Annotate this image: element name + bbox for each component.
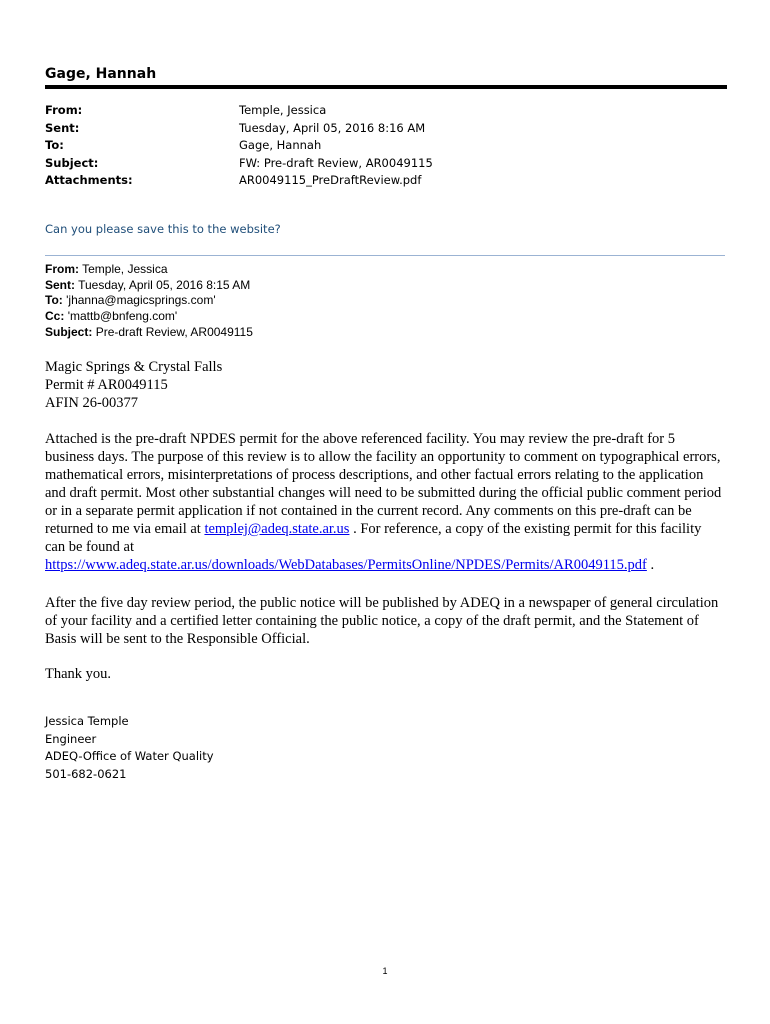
fwd-cc-value: 'mattb@bnfeng.com' [67,309,178,324]
afin-number: AFIN 26-00377 [45,395,139,411]
header-rule [45,85,727,89]
fwd-to-label: To: [45,293,63,308]
header-sent-row [45,120,433,138]
fwd-sent-label: Sent: [45,277,75,292]
from-label: From: [45,103,83,117]
email-link[interactable]: templej@adeq.state.ar.us [204,521,350,537]
to-label: To: [45,138,64,152]
header-to-row [45,137,433,155]
forward-request-text: Can you please save this to the website? [45,222,281,236]
header-subject-row [45,155,433,173]
fwd-to-value: 'jhanna@magicsprings.com' [66,293,216,308]
fwd-sent-row [45,278,253,294]
subject-value: FW: Pre-draft Review, AR0049115 [239,155,433,170]
sent-value: Tuesday, April 05, 2016 8:16 AM [239,120,426,135]
para1-text-a: Attached is the pre-draft NPDES permit for the above referenced facility. You may review the pre-draft for 5 business days. The purpose of this review is to allow the facility an opportunity to comment on typographical errors, mathematical errors, misinterpretations of process descriptions, and other factual errors relating to the application and draft permit. Most other substantial changes will need to be submitted during the official public comment period or in a separate permit application if not contained in the current record. Any comments on this pre-draft can be returned to me via email at [45,431,722,537]
fwd-cc-label: Cc: [45,309,65,324]
facility-block [45,358,725,412]
fwd-to-row [45,293,253,309]
thanks-text: Thank you. [45,666,112,682]
page-number: 1 [382,966,388,976]
forward-divider [45,255,725,256]
to-value: Gage, Hannah [239,138,322,152]
fwd-subject-value: Pre-draft Review, AR0049115 [95,324,253,339]
signature-block [45,713,214,783]
from-value: Temple, Jessica [239,103,327,117]
body-paragraph-1 [45,430,725,574]
fwd-sent-value: Tuesday, April 05, 2016 8:15 AM [78,277,251,292]
email-header [45,102,433,190]
mailbox-owner: Gage, Hannah [45,66,157,82]
forwarded-header [45,262,253,341]
permit-url-link[interactable]: https://www.adeq.state.ar.us/downloads/WebDatabases/PermitsOnline/NPDES/Permits/AR0049115.pdf [45,557,647,573]
para1-text-b: . For reference, a copy of the existing permit for this facility can be found at [45,521,702,555]
signature-phone: 501-682-0621 [45,766,127,781]
attachment-link[interactable]: AR0049115_PreDraftReview.pdf [239,173,422,187]
signature-title: Engineer [45,731,97,746]
para1-text-c: . [650,557,655,573]
sent-label: Sent: [45,120,80,135]
attachments-label: Attachments: [45,173,133,187]
email-body [45,358,725,683]
permit-number: Permit # AR0049115 [45,377,168,393]
fwd-subject-label: Subject: [45,324,93,339]
signature-name: Jessica Temple [45,714,129,728]
fwd-subject-row [45,325,253,341]
header-attachments-row [45,172,433,190]
signature-org: ADEQ-Office of Water Quality [45,749,214,763]
fwd-from-value: Temple, Jessica [82,262,168,276]
fwd-cc-row [45,309,253,325]
facility-name: Magic Springs & Crystal Falls [45,359,223,375]
body-paragraph-2: After the five day review period, the public notice will be published by ADEQ in a newspaper of general circulation of your facility and a certified letter containing the public notice, a copy of the draft permit, and the Statement of Basis will be sent to the Responsible Official. [45,595,719,647]
fwd-from-label: From: [45,262,79,276]
subject-label: Subject: [45,155,99,170]
header-from-row [45,102,433,120]
fwd-from-row [45,262,253,278]
